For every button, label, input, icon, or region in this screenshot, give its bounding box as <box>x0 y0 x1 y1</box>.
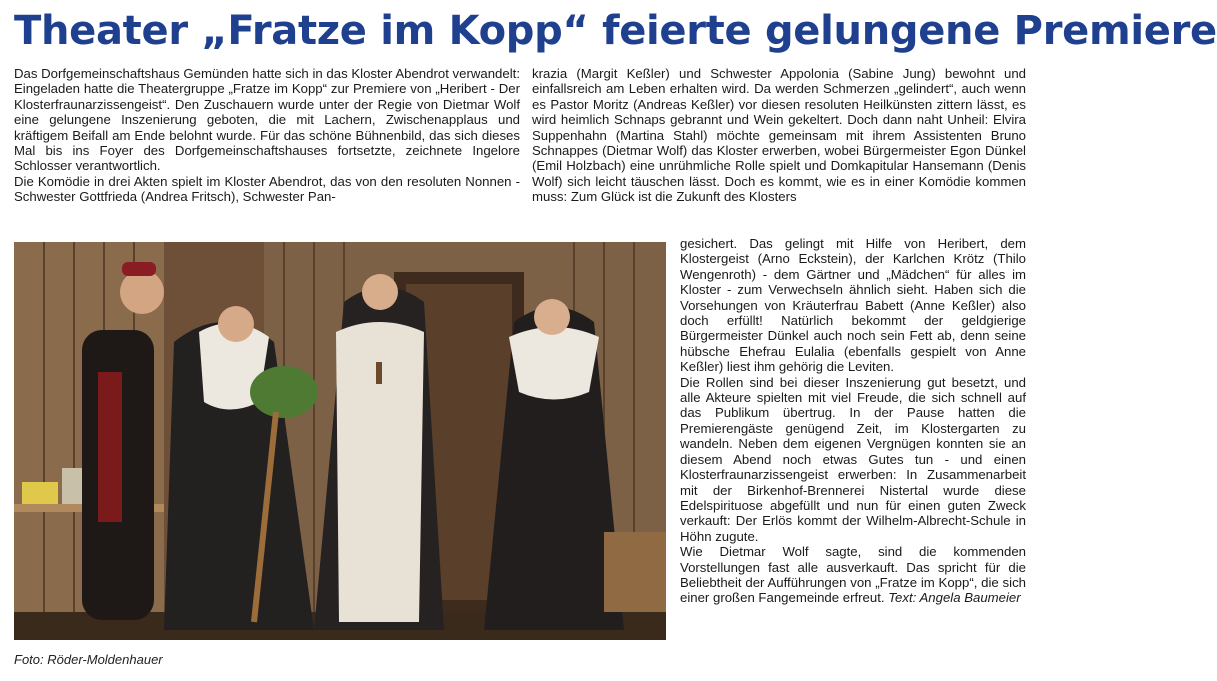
text-column-right-top <box>532 66 1026 236</box>
paragraph-closing-text: Wie Dietmar Wolf sagte, sind die kommenden Vorstellungen fast alle ausverkauft. Das spricht für die Beliebtheit der Aufführungen von „Fratze im Kopp“, die sich einer großen Fangemeinde erfreut. <box>680 544 1026 606</box>
article-author: Text: Angela Baumeier <box>888 590 1021 606</box>
text-column-right-wrap <box>680 236 1026 674</box>
stage-photo <box>14 242 666 640</box>
paragraph-plot-end: gesichert. Das gelingt mit Hilfe von Heribert, dem Klostergeist (Arno Eckstein), der Karlchen Krötz (Thilo Wengenroth) - dem Gärtner und „Mädchen“ für alles im Kloster - zum Verwechseln ähnlich sieht. Haben sich die Vorsehungen von Kräuterfrau Babett (Anne Keßler) also doch erfüllt! Natürlich bekommt der geldgierige Bürgermeister Dünkel auch noch sein Fett ab, denn seine hübsche Ehefrau Eulalia (ebenfalls gespielt von Anne Keßler) liest ihm gehörig die Leviten. <box>680 236 1026 375</box>
paragraph-plot-continued: krazia (Margit Keßler) und Schwester Appolonia (Sabine Jung) bewohnt und einfallsreich am Leben erhalten wird. Da werden Schmerzen „gelindert“, auch wenn es Pastor Moritz (Andreas Keßler) vor diesen resoluten Heilkünsten zittern lässt, es wird heimlich Schnaps gebrannt und Wein gekeltert. Doch dann naht Unheil: Elvira Suppenhahn (Martina Stahl) möchte gemeinsam mit ihrem Assistenten Bruno Schnappes (Dietmar Wolf) das Kloster erwerben, wobei Bürgermeister Egon Dünkel (Emil Holzbach) eine unrühmliche Rolle spielt und Domkapitular Hansemann (Denis Wolf) sich leicht täuschen lässt. Doch es kommt, wie es in einer Komödie kommen muss: Zum Glück ist die Zukunft des Klosters <box>532 66 1026 205</box>
text-column-left <box>14 66 520 240</box>
paragraph-closing <box>680 544 1026 606</box>
paragraph-premiere: Die Rollen sind bei dieser Inszenierung gut besetzt, und alle Akteure spielten mit viel Freude, die sich schnell auf das Publikum übertrug. In der Pause hatten die Premierengäste genügend Zeit, im Klostergarten zu wandeln. Neben dem eigenen Vergnügen konnten sie an diesem Abend noch etwas Gutes tun - und einen Klosterfraunarzissengeist erwerben: In Zusammenarbeit mit der Birkenhof-Brennerei Nistertal wurde diese Edelspirituose abgefüllt und nun für einen guten Zweck verkauft: Der Erlös kommt der Wilhelm-Albrecht-Schule in Höhn zugute. <box>680 374 1026 544</box>
photo-caption: Foto: Röder-Moldenhauer <box>14 652 163 667</box>
paragraph-intro: Das Dorfgemeinschaftshaus Gemünden hatte sich in das Kloster Abendrot verwandelt: Eingeladen hatte die Theatergruppe „Fratze im Kopp“ zur Premiere von „Heribert - Der Klosterfraunarzissengeist“. Den Zuschauern wurde unter der Regie von Dietmar Wolf eine gelungene Inszenierung geboten, die mit Lachern, Zwischenapplaus und kräftigem Beifall am Ende belohnt wurde. Für das schöne Bühnenbild, das sich dieses Mal bis ins Foyer des Dorfgemeinschaftshauses fortsetzte, zeichnete Ingelore Schlosser verantwortlich. <box>14 66 520 174</box>
stage-photo-illustration <box>14 242 666 640</box>
paragraph-plot-start: Die Komödie in drei Akten spielt im Kloster Abendrot, das von den resoluten Nonnen - Schwester Gottfrieda (Andrea Fritsch), Schwester Pan- <box>14 173 520 205</box>
article-headline: Theater „Fratze im Kopp“ feierte gelungene Premiere <box>14 8 1217 54</box>
